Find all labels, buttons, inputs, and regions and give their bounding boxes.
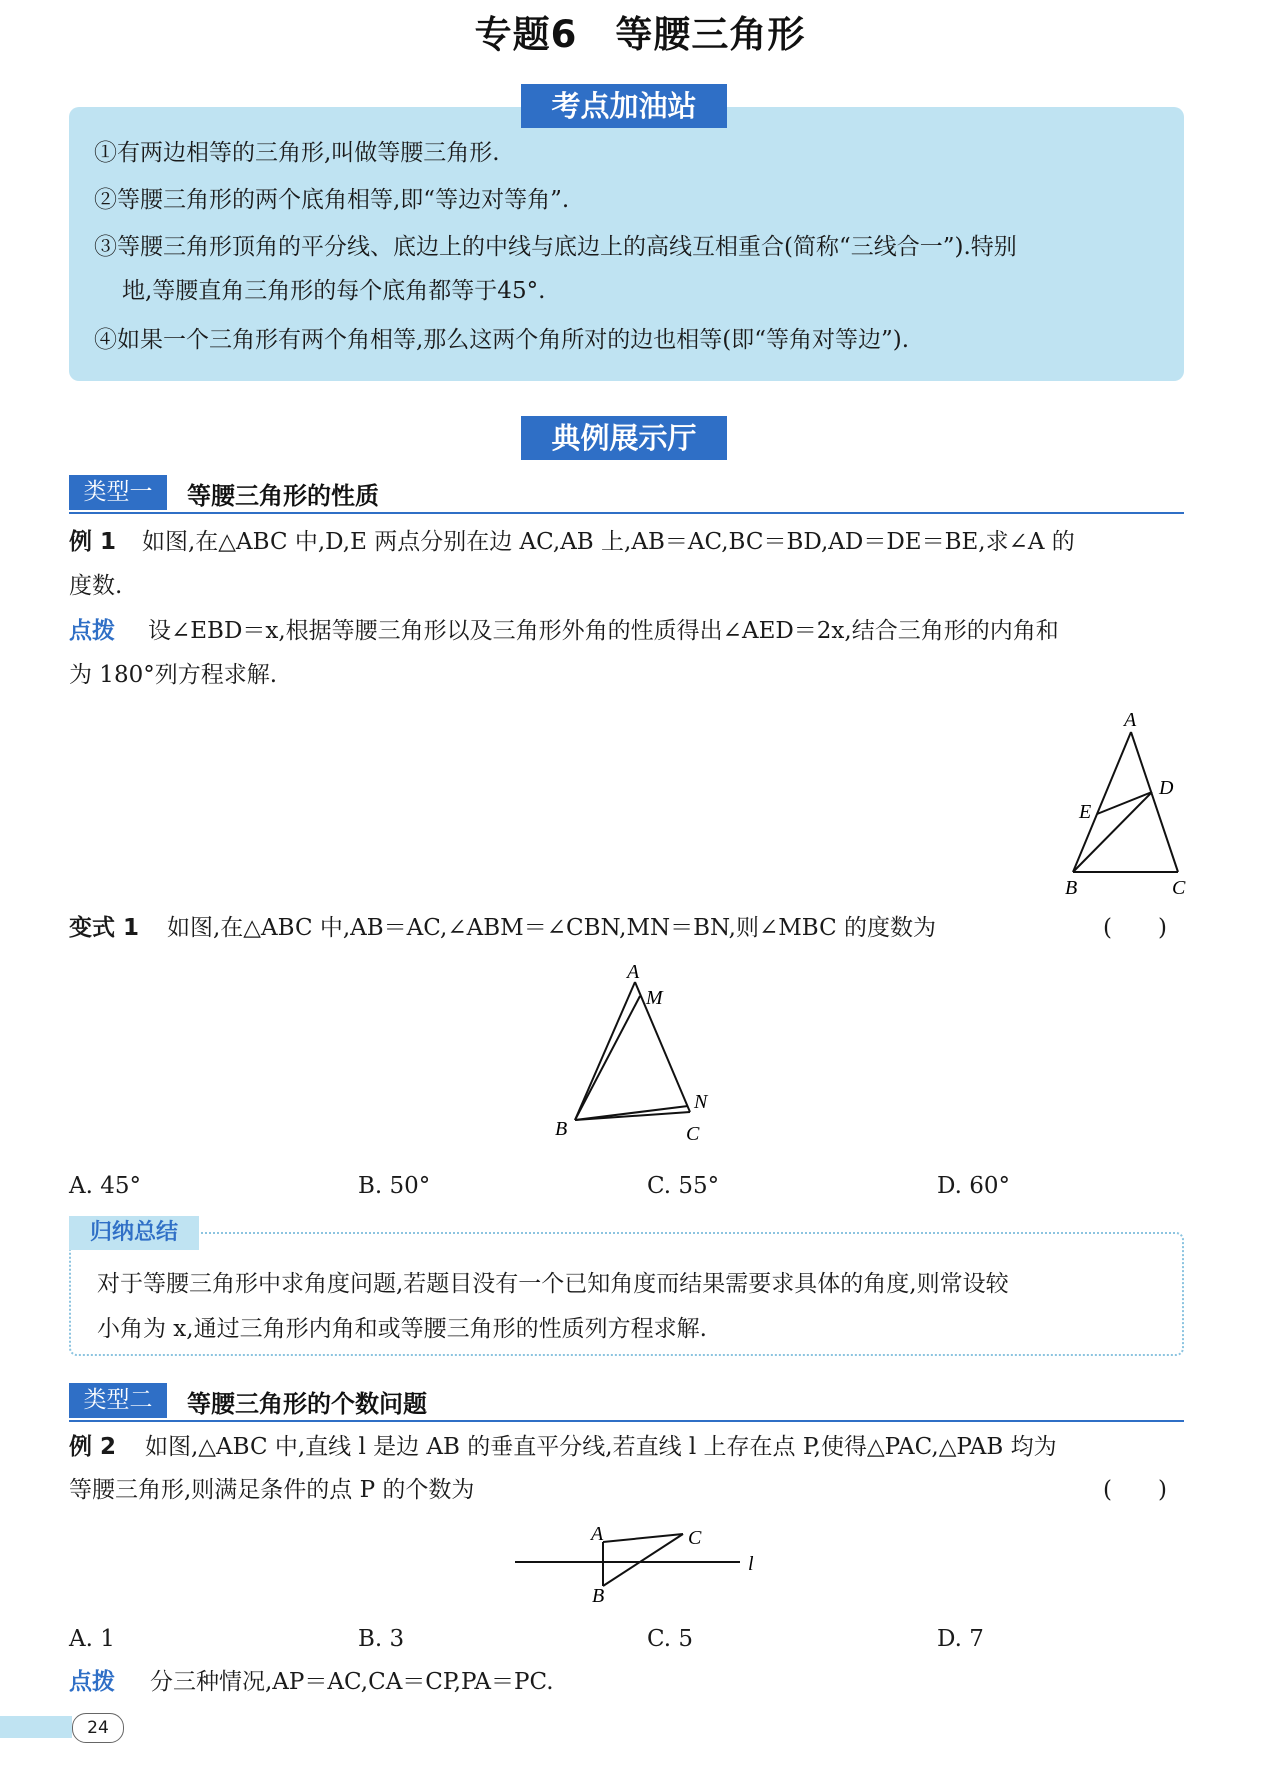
section-tag-knowledge: 考点加油站 <box>521 84 727 128</box>
variant1-text: 如图,在△ABC 中,AB＝AC,∠ABM＝∠CBN,MN＝BN,则∠MBC 的度数为 <box>167 915 937 941</box>
example1-hint-line1: 设∠EBD＝x,根据等腰三角形以及三角形外角的性质得出∠AED＝2x,结合三角形的内角和 <box>148 618 1059 644</box>
knowledge-point-3-cont: 地,等腰直角三角形的每个底角都等于45°. <box>122 278 546 304</box>
page-number: 24 <box>72 1713 124 1743</box>
example1-line1: 如图,在△ABC 中,D,E 两点分别在边 AC,AB 上,AB＝AC,BC＝BD,AD＝DE＝BE,求∠A 的 <box>142 529 1075 555</box>
summary-line2: 小角为 x,通过三角形内角和或等腰三角形的性质列方程求解. <box>97 1316 707 1342</box>
fig2-label-c: C <box>686 1123 700 1145</box>
example2-choice-c: C. 5 <box>647 1626 694 1652</box>
fig2-label-m: M <box>646 987 663 1009</box>
page-footer-band <box>0 1716 72 1738</box>
example2-choice-a: A. 1 <box>69 1626 115 1652</box>
variant1-figure <box>550 960 720 1155</box>
fig1-label-e: E <box>1079 801 1092 823</box>
variant1-choice-a: A. 45° <box>69 1173 141 1199</box>
fig3-label-a: A <box>591 1523 604 1545</box>
knowledge-point-4: ④如果一个三角形有两个角相等,那么这两个角所对的边也相等(即“等角对等边”). <box>94 327 910 353</box>
fig3-label-c: C <box>688 1527 702 1549</box>
example2-hint: 分三种情况,AP＝AC,CA＝CP,PA＝PC. <box>150 1669 554 1695</box>
page-title: 专题6 等腰三角形 <box>474 13 806 56</box>
example2-hint-label: 点拨 <box>69 1669 115 1695</box>
variant1-choice-d: D. 60° <box>937 1173 1011 1199</box>
fig3-label-b: B <box>592 1585 605 1604</box>
example2-answer-paren: ( ) <box>1103 1477 1167 1503</box>
example1-hint-line2: 为 180°列方程求解. <box>69 662 278 688</box>
example1-hint-label: 点拨 <box>69 618 115 644</box>
type-bar-2 <box>69 1380 1184 1422</box>
example2-line2: 等腰三角形,则满足条件的点 P 的个数为 <box>69 1477 475 1503</box>
variant1-choice-c: C. 55° <box>647 1173 720 1199</box>
example2-choice-d: D. 7 <box>937 1626 984 1652</box>
type-title-2: 等腰三角形的个数问题 <box>187 1390 427 1418</box>
variant1-label: 变式 1 <box>69 915 140 941</box>
example2-label: 例 2 <box>69 1434 117 1460</box>
knowledge-point-2: ②等腰三角形的两个底角相等,即“等边对等角”. <box>94 187 570 213</box>
summary-line1: 对于等腰三角形中求角度问题,若题目没有一个已知角度而结果需要求具体的角度,则常设较 <box>97 1271 1009 1297</box>
variant1-choice-b: B. 50° <box>358 1173 431 1199</box>
fig2-label-a: A <box>627 961 640 983</box>
example1-figure <box>1055 700 1195 900</box>
section-tag-examples: 典例展示厅 <box>521 416 727 460</box>
knowledge-point-1: ①有两边相等的三角形,叫做等腰三角形. <box>94 140 500 166</box>
example2-figure <box>505 1518 775 1604</box>
variant1-answer-paren: ( ) <box>1103 915 1167 941</box>
type-bar-1 <box>69 472 1184 514</box>
type-tag-2: 类型二 <box>69 1383 167 1418</box>
knowledge-point-3: ③等腰三角形顶角的平分线、底边上的中线与底边上的高线互相重合(简称“三线合一”).特别 <box>94 234 1017 260</box>
fig1-label-d: D <box>1159 777 1174 799</box>
fig2-label-n: N <box>694 1091 708 1113</box>
example1-label: 例 1 <box>69 529 117 555</box>
fig1-label-c: C <box>1172 877 1186 899</box>
type-tag-1: 类型一 <box>69 475 167 510</box>
fig2-label-b: B <box>555 1118 568 1140</box>
fig1-label-a: A <box>1124 709 1137 731</box>
example2-choice-b: B. 3 <box>358 1626 405 1652</box>
example1-line2: 度数. <box>69 573 123 599</box>
example2-line1: 如图,△ABC 中,直线 l 是边 AB 的垂直平分线,若直线 l 上存在点 P,使得△PAC,△PAB 均为 <box>145 1434 1057 1460</box>
fig1-label-b: B <box>1065 877 1078 899</box>
fig3-label-l: l <box>748 1553 754 1575</box>
summary-tag: 归纳总结 <box>69 1216 199 1250</box>
type-title-1: 等腰三角形的性质 <box>187 482 379 510</box>
